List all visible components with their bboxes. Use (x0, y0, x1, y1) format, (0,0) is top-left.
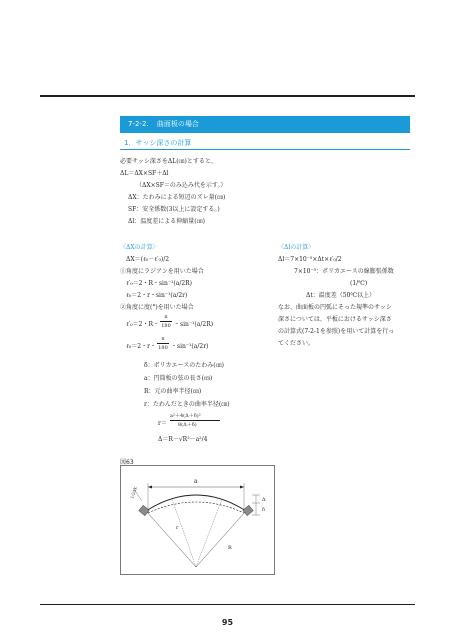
dx-formula: ΔX＝(ℓ₀－ℓ′₀)/2 (126, 256, 170, 263)
radian-case: ①角度にラジアンを用いた場合 (120, 268, 204, 275)
degree-eq-1-right: ・sin⁻¹(a/2R) (174, 321, 214, 328)
dx-heading: 〈ΔXの計算〉 (120, 244, 159, 251)
note-line-3: の計算式(7-2-1を参照)を用いて計算を行っ (278, 328, 395, 335)
intro-def-dl: Δl：温度差による伸縮量(㎝) (128, 218, 205, 225)
section-number: 7-2-2. (128, 120, 149, 128)
section-title: 曲面板の場合 (156, 120, 199, 128)
curved-panel-diagram (120, 465, 275, 575)
delta-small-label: δ (262, 507, 266, 513)
intro-def-dx: ΔX：たわみによる短辺のズレ量(㎝) (128, 194, 226, 201)
degree-case: ②角度に度(°)を用いた場合 (120, 304, 194, 311)
page-number: 95 (221, 618, 234, 627)
radius-R-label: R (228, 545, 232, 551)
note-line-4: てください。 (278, 340, 315, 347)
degree-eq-2-pi: π (161, 336, 165, 342)
delta-big-label: Δ (262, 497, 266, 503)
bottom-rule (40, 604, 415, 605)
intro-line: 必要サッシ深さをΔL(㎝)とすると、 (120, 158, 217, 165)
intro-note: （ΔX×SF＝のみ込み代を示す。） (136, 182, 227, 189)
dl-dt: Δt：温度差（50℃以上） (306, 292, 376, 299)
figure-label: 図63 (120, 459, 134, 466)
half-dx-label: 1/2ΔX (129, 486, 139, 500)
r-eq-numerator: a²＋4(Δ＋δ)² (170, 413, 201, 419)
degree-eq-1-left: ℓ′₀＝2・R・ (126, 321, 159, 328)
r-eq-left: r＝ (158, 420, 167, 427)
radian-eq-2: ℓ₀＝2・r・sin⁻¹(a/2r) (126, 292, 188, 299)
def-a: a：円筒板の弦の長さ(㎝) (144, 375, 213, 382)
intro-formula: ΔL＝ΔX×SF＋Δl (120, 170, 169, 177)
radian-eq-1: ℓ′₀＝2・R・sin⁻¹(a/2R) (126, 280, 193, 287)
dl-unit: (1/℃) (350, 280, 368, 287)
degree-eq-2-left: ℓ₀＝2・r・ (126, 343, 156, 350)
dl-heading: 〈Δlの計算〉 (278, 244, 315, 251)
def-R: R：元の曲率半径(㎝) (144, 388, 202, 395)
chord-label: a (194, 478, 198, 485)
delta-eq: Δ＝R－√R²－a²/4 (158, 436, 208, 443)
top-rule (40, 95, 415, 97)
r-eq-denominator: 8(Δ＋δ) (178, 422, 197, 428)
degree-eq-1-bar (160, 321, 172, 322)
note-line-2: 深さについては、平板におけるサッシ深さ (278, 316, 392, 323)
def-delta: δ：ポリカエースのたわみ(㎝) (144, 362, 224, 369)
degree-eq-1-pi: π (164, 314, 168, 320)
def-r: r：たわんだときの曲率半径(㎝) (144, 401, 230, 408)
r-eq-bar (170, 420, 220, 421)
figure-63 (120, 465, 275, 575)
dl-coef: 7×10⁻⁵：ポリカエースの線膨張係数 (294, 268, 394, 275)
section-heading (120, 116, 410, 133)
degree-eq-2-right: ・sin⁻¹(a/2r) (171, 343, 209, 350)
intro-def-sf: SF：安全係数(3以上に設定する。) (128, 206, 220, 213)
degree-eq-2-bar (157, 343, 169, 344)
note-line-1: なお、曲面板の円弧にそった規準のサッシ (278, 304, 392, 311)
degree-eq-2-180: 180 (158, 345, 168, 351)
dl-formula: Δl＝7×10⁻⁵×Δt×ℓ′₀/2 (278, 256, 342, 263)
subsection-heading: 1．サッシ深さの計算 (120, 137, 410, 150)
degree-eq-1-180: 180 (161, 323, 171, 329)
radius-r-label: r (176, 525, 179, 531)
